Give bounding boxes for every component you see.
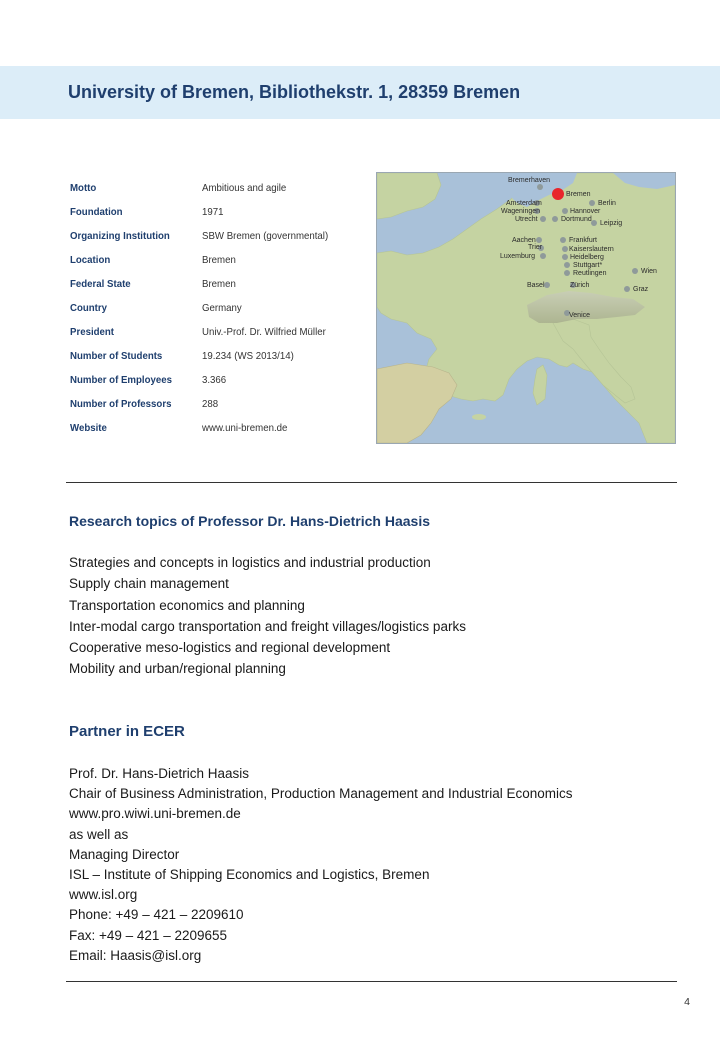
fact-label: Number of Professors (70, 398, 172, 410)
contact-chair-website-link[interactable]: www.pro.wiwi.uni-bremen.de (69, 806, 241, 822)
list-item: Inter-modal cargo transportation and freight villages/logistics parks (69, 618, 466, 634)
fact-value: Bremen (202, 278, 236, 290)
contact-role: Managing Director (69, 846, 180, 862)
city-marker (564, 262, 570, 268)
city-label: Reutlingen (573, 270, 607, 277)
divider (66, 981, 677, 982)
city-label: Venice (569, 312, 591, 319)
map-graphic (377, 173, 675, 443)
city-label: Zürich (570, 282, 590, 289)
fact-value: Ambitious and agile (202, 182, 287, 194)
list-item: Cooperative meso-logistics and regional development (69, 640, 391, 656)
city-label: Heidelberg (570, 254, 604, 261)
contact-institute: ISL – Institute of Shipping Economics and Logistics, Bremen (69, 866, 430, 882)
city-label: Leipzig (600, 220, 623, 227)
europe-map (376, 172, 676, 444)
city-marker (540, 253, 546, 259)
balearic (472, 414, 486, 420)
list-item: Supply chain management (69, 576, 229, 592)
fact-row (70, 248, 370, 272)
page-number: 4 (684, 996, 690, 1008)
city-marker (564, 270, 570, 276)
fact-row (70, 272, 370, 296)
research-title: Research topics of Professor Dr. Hans-Dietrich Haasis (69, 513, 431, 529)
city-marker (536, 237, 542, 243)
fact-label: Motto (70, 182, 97, 194)
city-label: Graz (633, 286, 649, 293)
fact-label: Website (70, 422, 107, 434)
city-marker (552, 216, 558, 222)
contact-chair: Chair of Business Administration, Production Management and Industrial Economics (69, 786, 573, 802)
contact-text: as well as (69, 826, 129, 842)
research-topics-list (69, 552, 466, 680)
fact-label: President (70, 326, 115, 338)
fact-row (70, 344, 370, 368)
city-label: Aachen (512, 237, 536, 244)
fact-row (70, 392, 370, 416)
fact-value: Bremen (202, 254, 236, 266)
fact-label: Number of Employees (70, 374, 173, 386)
list-item: Strategies and concepts in logistics and industrial production (69, 555, 431, 570)
fact-label: Country (70, 302, 108, 314)
contact-institute-website-link[interactable]: www.isl.org (69, 887, 138, 903)
bremen-highlight-marker (552, 188, 564, 200)
city-marker (537, 184, 543, 190)
contact-name: Prof. Dr. Hans-Dietrich Haasis (69, 766, 250, 781)
city-marker (560, 237, 566, 243)
divider (66, 482, 677, 483)
city-marker (624, 286, 630, 292)
fact-value: 19.234 (WS 2013/14) (202, 350, 294, 362)
city-label: Hannover (570, 208, 601, 215)
fact-row (70, 200, 370, 224)
city-label: Kaiserslautern (569, 246, 614, 253)
city-label: Utrecht (515, 216, 538, 223)
fact-label: Federal State (70, 278, 131, 290)
city-label: Berlin (598, 200, 616, 207)
partner-title: Partner in ECER (69, 723, 185, 740)
contact-fax: Fax: +49 – 421 – 2209655 (69, 927, 228, 943)
page-title: University of Bremen, Bibliothekstr. 1, 28359 Bremen (68, 82, 521, 102)
city-marker (589, 200, 595, 206)
fact-value: 3.366 (202, 374, 227, 386)
city-label: Frankfurt (569, 237, 598, 244)
fact-row (70, 416, 370, 440)
fact-value: Germany (202, 302, 242, 314)
city-label: Luxemburg (500, 253, 536, 260)
partner-contact (69, 764, 573, 966)
city-label: Amsterdam (506, 200, 542, 207)
city-marker (562, 246, 568, 252)
city-marker (591, 220, 597, 226)
fact-value: Univ.-Prof. Dr. Wilfried Müller (202, 326, 326, 338)
city-marker (562, 208, 568, 214)
fact-row (70, 320, 370, 344)
city-label: Bremerhaven (508, 177, 551, 184)
fact-label: Organizing Institution (70, 230, 170, 242)
fact-value: www.uni-bremen.de (202, 422, 288, 434)
city-label: Bremen (566, 191, 591, 198)
city-label: Trier (528, 244, 543, 251)
city-label: Basel (527, 282, 545, 289)
city-label: Wageningen (501, 208, 541, 215)
contact-phone: Phone: +49 – 421 – 2209610 (69, 907, 244, 923)
facts-table (70, 176, 370, 440)
fact-label: Number of Students (70, 350, 163, 362)
city-label: Dortmund (561, 216, 592, 223)
list-item: Mobility and urban/regional planning (69, 661, 286, 677)
fact-row (70, 296, 370, 320)
fact-row (70, 176, 370, 200)
city-label: Stuttgart* (573, 262, 603, 269)
fact-label: Foundation (70, 206, 123, 218)
city-marker (562, 254, 568, 260)
fact-value: SBW Bremen (governmental) (202, 230, 329, 242)
city-marker (544, 282, 550, 288)
fact-value: 1971 (202, 206, 224, 218)
contact-email-link[interactable]: Email: Haasis@isl.org (69, 947, 202, 963)
list-item: Transportation economics and planning (69, 597, 305, 613)
city-marker (632, 268, 638, 274)
fact-row (70, 224, 370, 248)
city-marker (540, 216, 546, 222)
fact-value: 288 (202, 398, 219, 410)
city-label: Wien (641, 268, 657, 275)
fact-label: Location (70, 254, 111, 266)
fact-row (70, 368, 370, 392)
